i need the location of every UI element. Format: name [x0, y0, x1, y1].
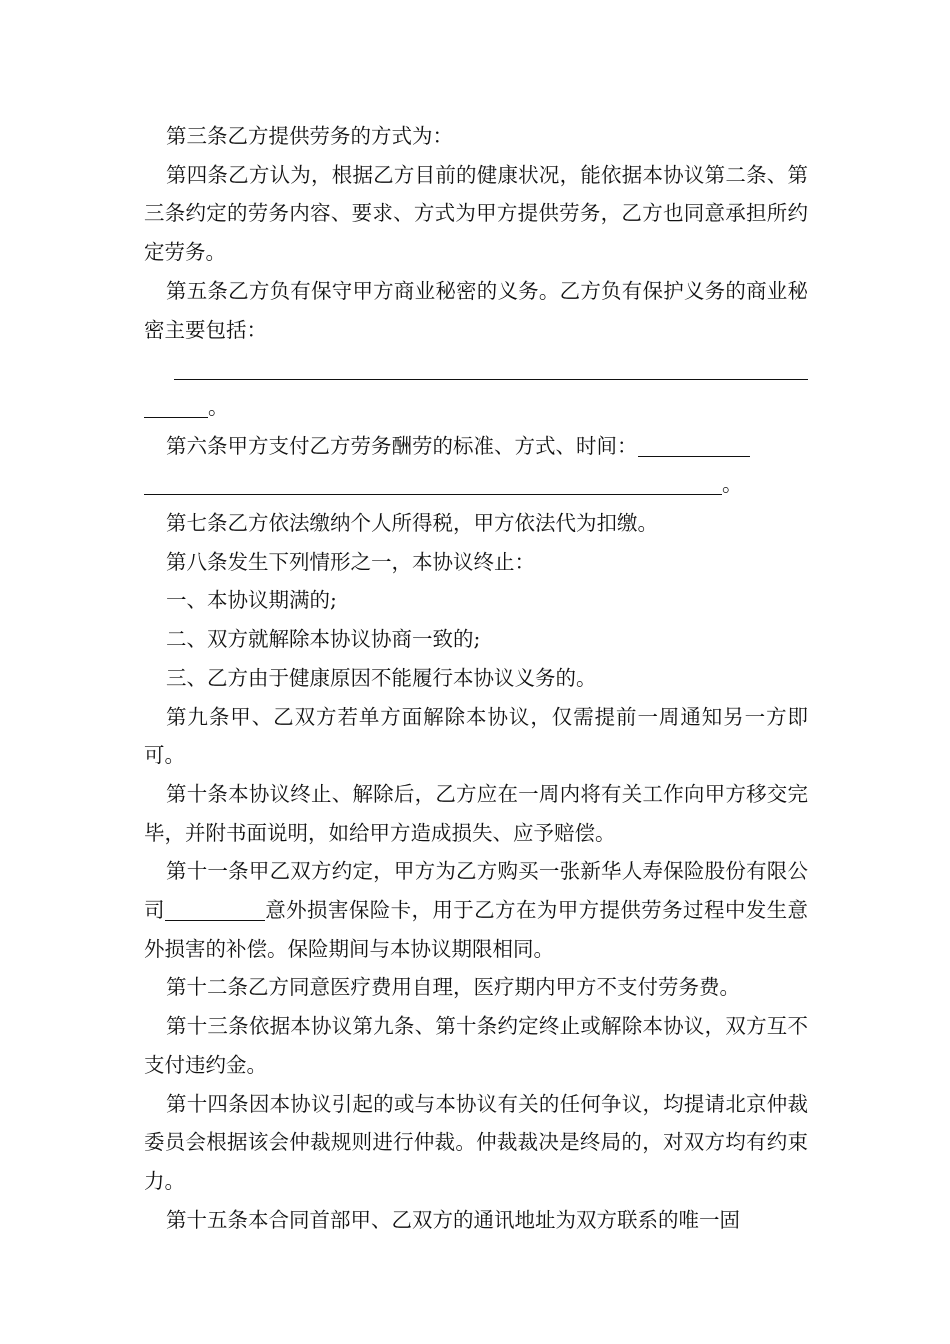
fill-in-rule: [144, 472, 722, 495]
clause-6-end-mark: 。: [722, 472, 743, 497]
clause-5-end-mark: 。: [208, 394, 229, 419]
clause-10: 第十条本协议终止、解除后，乙方应在一周内将有关工作向甲方移交完毕，并附书面说明，如给甲方造成损失、应予赔偿。: [144, 781, 808, 845]
clause-14: 第十四条因本协议引起的或与本协议有关的任何争议，均提请北京仲裁委员会根据该会仲裁规则进行仲裁。仲裁裁决是终局的，对双方均有约束力。: [144, 1091, 808, 1193]
clause-11-text-a: 第十一条甲乙双方约定，甲方为乙方购买一张新华人寿保险股份有限公司: [144, 859, 808, 923]
fill-in-rule: [174, 379, 808, 380]
clause-12: 第十二条乙方同意医疗费用自理，医疗期内甲方不支付劳务费。: [166, 975, 740, 1000]
clause-7: 第七条乙方依法缴纳个人所得税，甲方依法代为扣缴。: [166, 510, 658, 535]
clause-6-blank-end: [144, 465, 808, 504]
clause-15: 第十五条本合同首部甲、乙双方的通讯地址为双方联系的唯一固: [166, 1207, 740, 1232]
clause-8-item-1: 一、本协议期满的;: [166, 588, 337, 613]
document-body: [144, 117, 808, 1239]
clause-5-blank-line: [144, 349, 808, 388]
clause-3: 第三条乙方提供劳务的方式为：: [166, 124, 453, 148]
clause-8: 第八条发生下列情形之一，本协议终止：: [166, 549, 535, 574]
clause-5: 第五条乙方负有保守甲方商业秘密的义务。乙方负有保护义务的商业秘密主要包括：: [144, 278, 808, 342]
clause-11: [144, 852, 808, 968]
clause-5-blank-end: [144, 388, 808, 427]
clause-11-text-b: 意外损害保险卡，用于乙方在为甲方提供劳务过程中发生意外损害的补偿。保险期间与本协议期限相同。: [144, 898, 809, 961]
clause-13: 第十三条依据本协议第九条、第十条约定终止或解除本协议，双方互不支付违约金。: [144, 1014, 808, 1077]
clause-8-item-2: 二、双方就解除本协议协商一致的;: [166, 627, 481, 652]
clause-6-text: 第六条甲方支付乙方劳务酬劳的标准、方式、时间：: [166, 433, 638, 458]
fill-in-rule: [638, 434, 750, 457]
fill-in-rule: [165, 898, 265, 921]
fill-in-rule: [144, 395, 208, 418]
clause-4: 第四条乙方认为，根据乙方目前的健康状况，能依据本协议第二条、第三条约定的劳务内容、要求、方式为甲方提供劳务，乙方也同意承担所约定劳务。: [144, 162, 808, 265]
clause-9: 第九条甲、乙双方若单方面解除本协议，仅需提前一周通知另一方即可。: [144, 704, 808, 768]
clause-8-item-3: 三、乙方由于健康原因不能履行本协议义务的。: [166, 665, 597, 690]
clause-6: [144, 427, 808, 466]
